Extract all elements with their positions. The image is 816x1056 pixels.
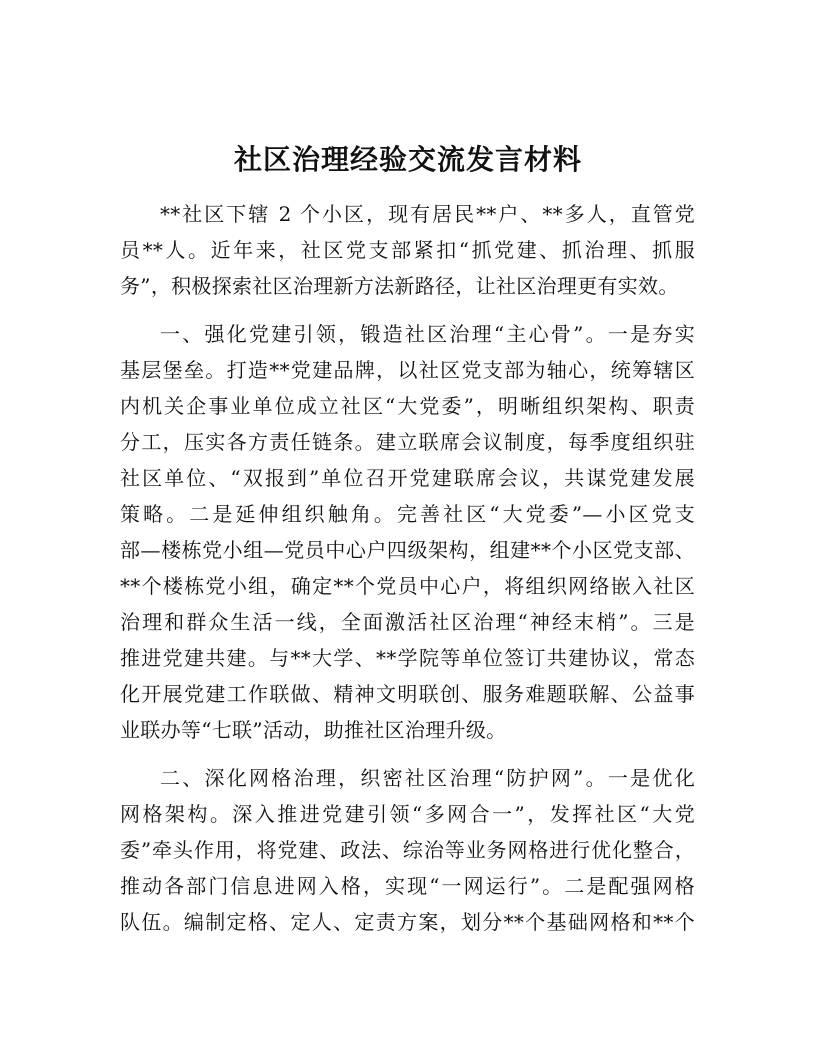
document-title: 社区治理经验交流发言材料 <box>233 143 582 176</box>
section1-line: 分工，压实各方责任链条。建立联席会议制度，每季度组织驻 <box>120 430 695 454</box>
section1-line: 部—楼栋党小组—党员中心户四级架构，组建**个小区党支部、 <box>120 538 695 562</box>
intro-line: 员**人。近年来，社区党支部紧扣“抓党建、抓治理、抓服 <box>120 238 695 262</box>
intro-line: 务”，积极探索社区治理新方法新路径，让社区治理更有实效。 <box>120 274 679 298</box>
section2-line: 队伍。编制定格、定人、定责方案，划分**个基础网格和**个 <box>120 910 695 934</box>
section1-line: 内机关企事业单位成立社区“大党委”，明晰组织架构、职责 <box>120 394 695 418</box>
section2-line: 委”牵头作用，将党建、政法、综治等业务网格进行优化整合， <box>120 838 695 862</box>
section1-line: **个楼栋党小组，确定**个党员中心户，将组织网络嵌入社区 <box>120 574 695 598</box>
section1-line: 业联办等“七联”活动，助推社区治理升级。 <box>120 718 507 742</box>
intro-line: **社区下辖 2 个小区，现有居民**户、**多人，直管党 <box>160 202 695 226</box>
section1-line: 推进党建共建。与**大学、**学院等单位签订共建协议，常态 <box>120 646 695 670</box>
section1-line: 基层堡垒。打造**党建品牌，以社区党支部为轴心，统筹辖区 <box>120 358 695 382</box>
section1-line: 化开展党建工作联做、精神文明联创、服务难题联解、公益事 <box>120 682 695 706</box>
section1-line: 治理和群众生活一线，全面激活社区治理“神经末梢”。三是 <box>120 610 695 634</box>
section1-line: 策略。二是延伸组织触角。完善社区“大党委”—小区党支 <box>120 502 695 526</box>
section1-line: 社区单位、“双报到”单位召开党建联席会议，共谋党建发展 <box>120 466 695 490</box>
section2-line: 推动各部门信息进网入格，实现“一网运行”。二是配强网格 <box>120 874 695 898</box>
section1-line: 一、强化党建引领，锻造社区治理“主心骨”。一是夯实 <box>160 322 695 346</box>
section2-line: 二、深化网格治理，织密社区治理“防护网”。一是优化 <box>160 766 695 790</box>
section2-line: 网格架构。深入推进党建引领“多网合一”，发挥社区“大党 <box>120 802 695 826</box>
